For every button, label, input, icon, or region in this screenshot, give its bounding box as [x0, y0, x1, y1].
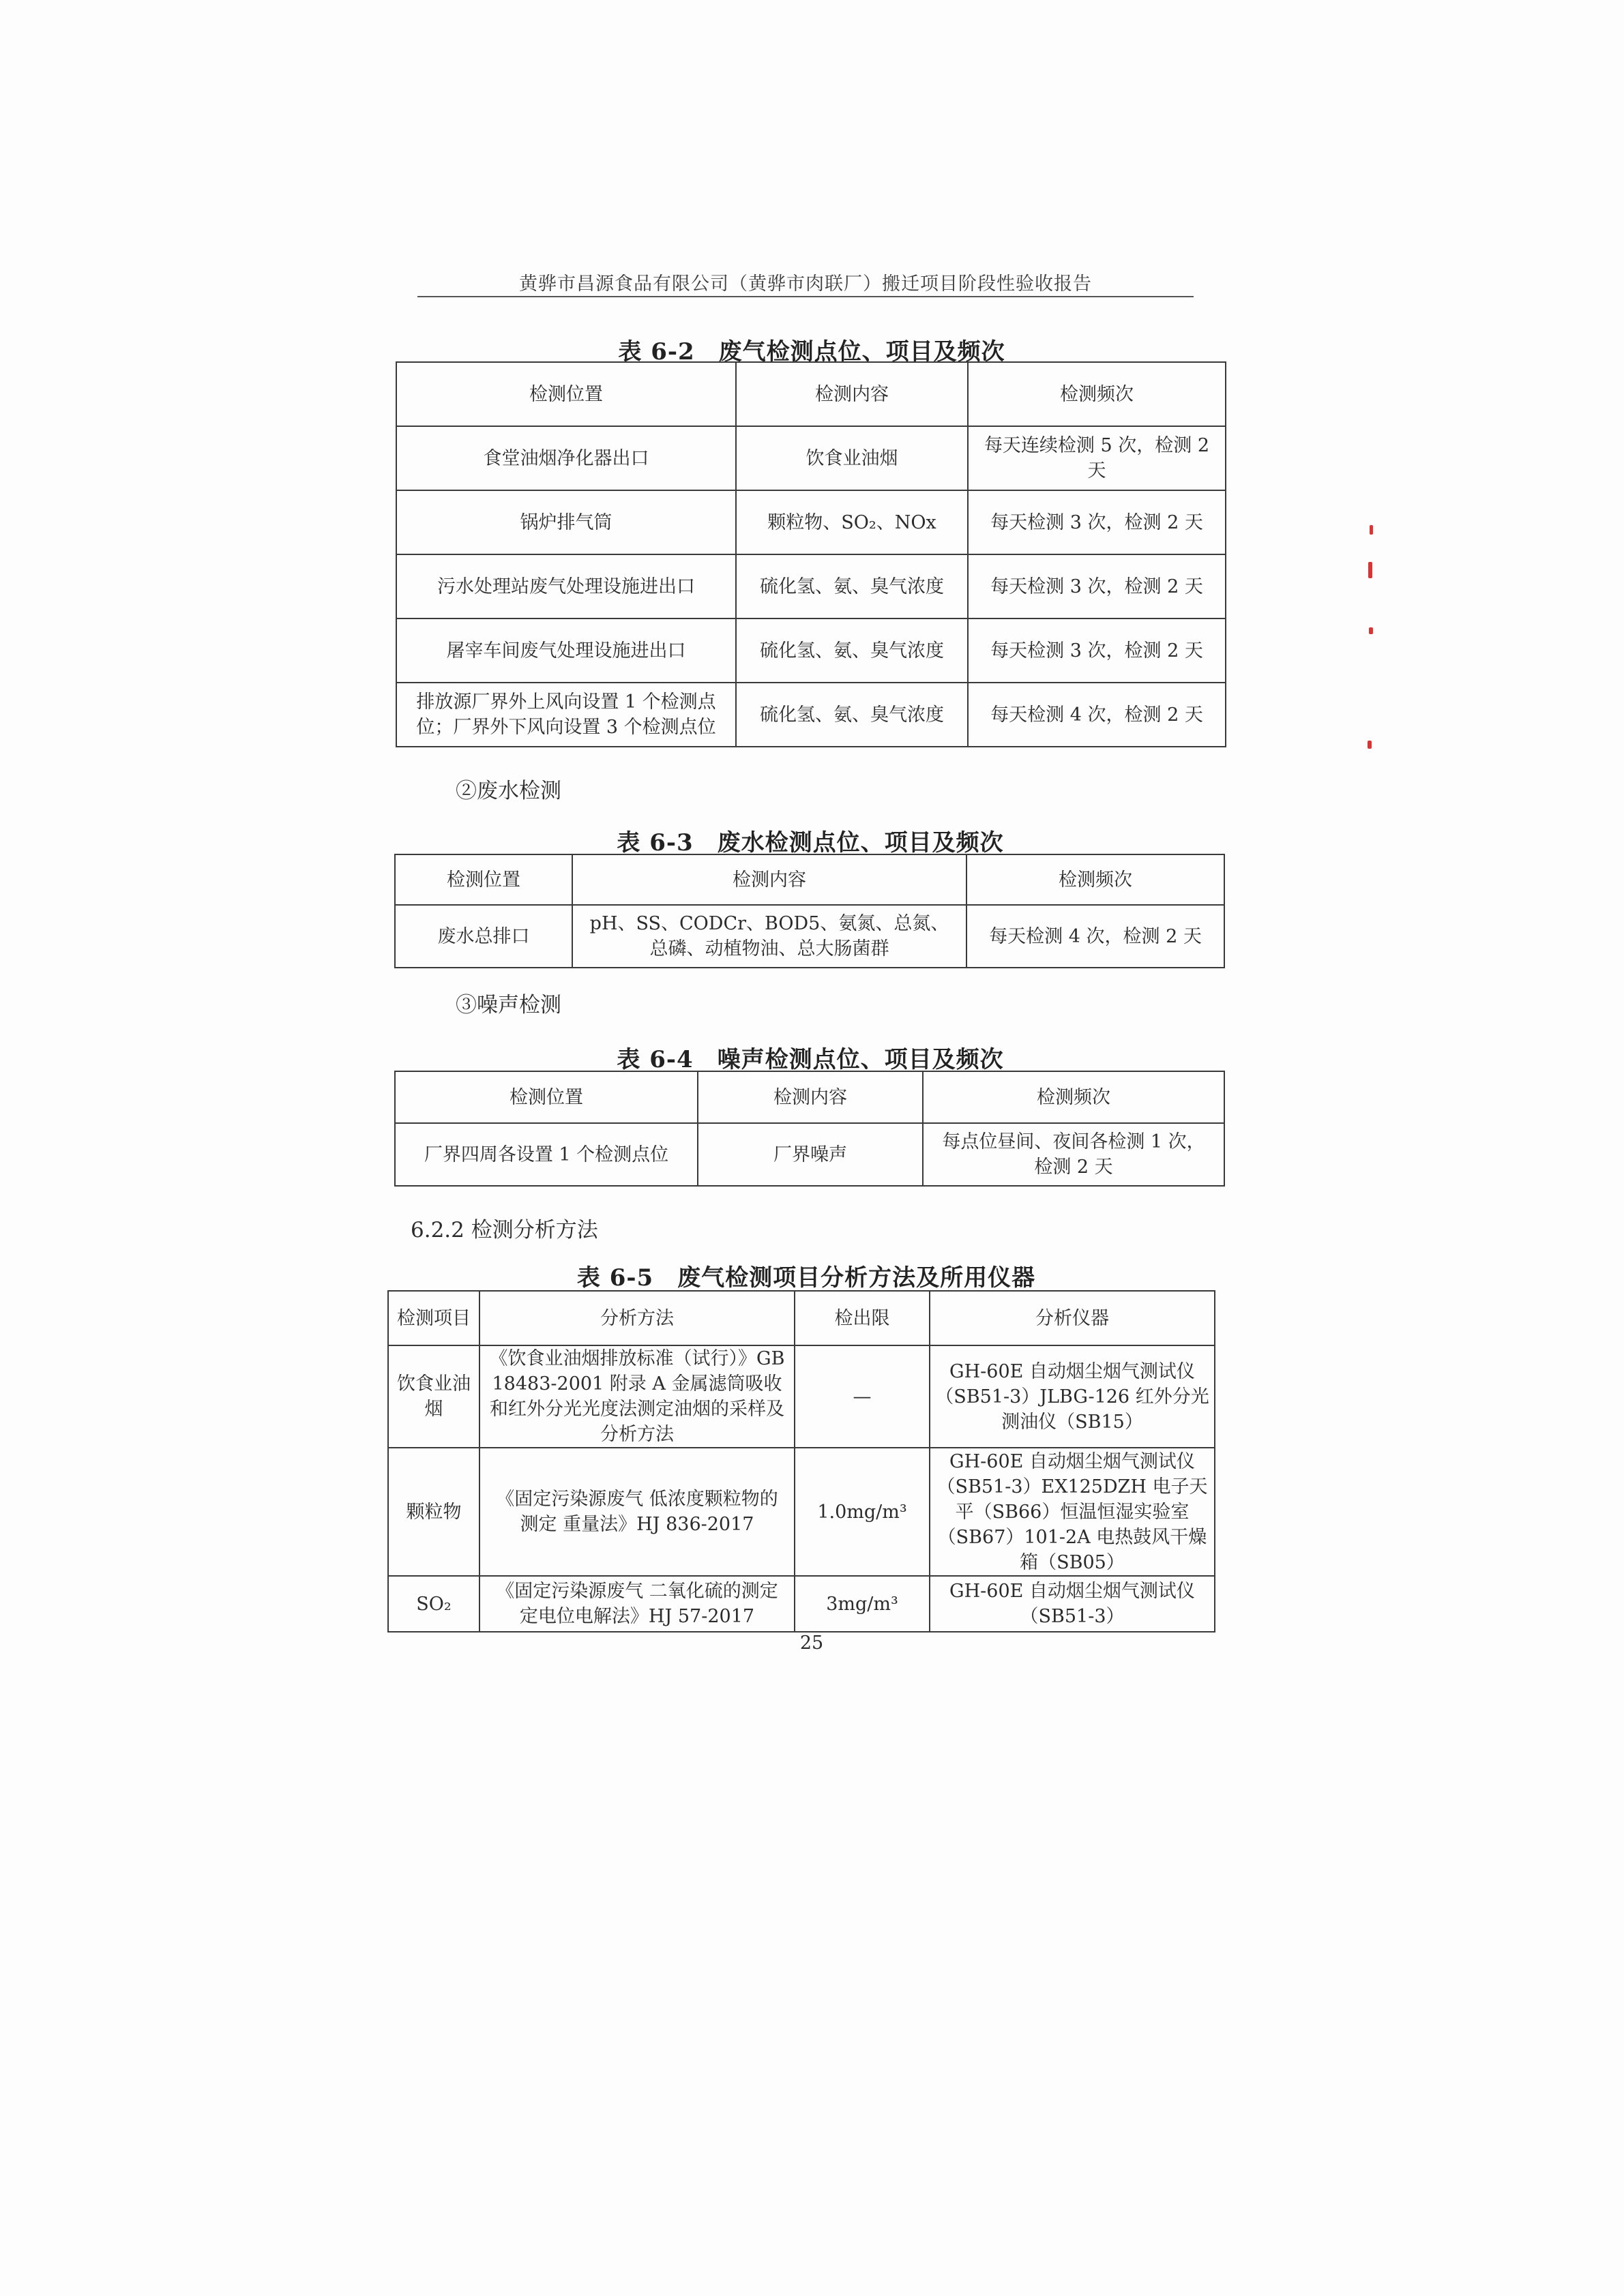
table-cell: 锅炉排气筒 — [396, 490, 736, 554]
table-header-cell: 检测频次 — [968, 362, 1226, 426]
table-cell: 每天检测 4 次，检测 2 天 — [966, 905, 1224, 968]
table-cell: 颗粒物、SO₂、NOx — [736, 490, 968, 554]
table-6-3 — [394, 854, 1225, 968]
table-row — [388, 1345, 1215, 1448]
table-cell: 每天检测 4 次，检测 2 天 — [968, 683, 1226, 747]
table-header-cell: 检测项目 — [388, 1291, 479, 1345]
stamp-mark — [1368, 741, 1372, 749]
table-cell: 废水总排口 — [395, 905, 572, 968]
table-6-2 — [396, 361, 1226, 747]
table-cell: GH-60E 自动烟尘烟气测试仪（SB51-3）EX125DZH 电子天平（SB66）恒温恒湿实验室（SB67）101-2A 电热鼓风干燥箱（SB05） — [930, 1448, 1215, 1576]
table-6-4 — [394, 1071, 1225, 1187]
stamp-mark — [1369, 627, 1373, 634]
table-6-5-caption: 表 6-5 废气检测项目分析方法及所用仪器 — [576, 1264, 1036, 1292]
table-cell: 颗粒物 — [388, 1448, 479, 1576]
table-header-cell: 分析仪器 — [930, 1291, 1215, 1345]
table-header-cell: 检测内容 — [736, 362, 968, 426]
header-rule — [417, 296, 1194, 297]
table-cell: 厂界噪声 — [698, 1123, 923, 1186]
table-cell: 硫化氢、氨、臭气浓度 — [736, 618, 968, 683]
table-cell: 《固定污染源废气 二氧化硫的测定 定电位电解法》HJ 57-2017 — [479, 1576, 795, 1632]
table-header-cell: 检测频次 — [966, 854, 1224, 905]
table-header-cell: 检测位置 — [395, 1071, 698, 1123]
table-header-cell: 检测位置 — [395, 854, 572, 905]
table-header-cell: 检测内容 — [698, 1071, 923, 1123]
table-header-cell: 分析方法 — [479, 1291, 795, 1345]
table-6-2-caption: 表 6-2 废气检测点位、项目及频次 — [618, 338, 1005, 366]
table-cell: 每天连续检测 5 次，检测 2 天 — [968, 426, 1226, 490]
table-cell: 每天检测 3 次，检测 2 天 — [968, 618, 1226, 683]
table-cell: 食堂油烟净化器出口 — [396, 426, 736, 490]
stamp-mark — [1370, 525, 1373, 535]
table-cell: 《固定污染源废气 低浓度颗粒物的测定 重量法》HJ 836-2017 — [479, 1448, 795, 1576]
table-header-cell: 检测频次 — [923, 1071, 1224, 1123]
table-cell: 屠宰车间废气处理设施进出口 — [396, 618, 736, 683]
table-cell: GH-60E 自动烟尘烟气测试仪（SB51-3） — [930, 1576, 1215, 1632]
table-cell: — — [795, 1345, 930, 1448]
table-6-5 — [387, 1290, 1215, 1632]
table-cell: 每天检测 3 次，检测 2 天 — [968, 490, 1226, 554]
table-header-cell: 检出限 — [795, 1291, 930, 1345]
table-cell: 厂界四周各设置 1 个检测点位 — [395, 1123, 698, 1186]
table-cell: GH-60E 自动烟尘烟气测试仪（SB51-3）JLBG-126 红外分光测油仪（SB15） — [930, 1345, 1215, 1448]
table-row — [395, 905, 1224, 968]
table-row — [396, 683, 1226, 747]
table-cell: SO₂ — [388, 1576, 479, 1632]
section-noise: ③噪声检测 — [456, 993, 561, 1017]
table-cell: 3mg/m³ — [795, 1576, 930, 1632]
table-cell: 《饮食业油烟排放标准（试行）》GB 18483-2001 附录 A 金属滤筒吸收和红外分光光度法测定油烟的采样及分析方法 — [479, 1345, 795, 1448]
table-6-3-caption: 表 6-3 废水检测点位、项目及频次 — [617, 829, 1004, 856]
table-row — [388, 1576, 1215, 1632]
table-cell: 1.0mg/m³ — [795, 1448, 930, 1576]
table-cell: 硫化氢、氨、臭气浓度 — [736, 683, 968, 747]
table-header-cell: 检测位置 — [396, 362, 736, 426]
stamp-mark — [1368, 562, 1372, 578]
table-cell: pH、SS、CODCr、BOD5、氨氮、总氮、总磷、动植物油、总大肠菌群 — [572, 905, 966, 968]
table-cell: 每点位昼间、夜间各检测 1 次，检测 2 天 — [923, 1123, 1224, 1186]
table-cell: 污水处理站废气处理设施进出口 — [396, 554, 736, 618]
table-header-cell: 检测内容 — [572, 854, 966, 905]
table-row — [388, 1448, 1215, 1576]
table-cell: 每天检测 3 次，检测 2 天 — [968, 554, 1226, 618]
table-row — [396, 490, 1226, 554]
section-method: 6.2.2 检测分析方法 — [411, 1218, 598, 1242]
table-6-4-caption: 表 6-4 噪声检测点位、项目及频次 — [617, 1046, 1004, 1073]
table-row — [396, 554, 1226, 618]
table-row — [396, 618, 1226, 683]
table-row — [395, 1123, 1224, 1186]
section-wastewater: ②废水检测 — [456, 779, 561, 803]
table-row — [396, 426, 1226, 490]
table-cell: 硫化氢、氨、臭气浓度 — [736, 554, 968, 618]
page-header: 黄骅市昌源食品有限公司（黄骅市肉联厂）搬迁项目阶段性验收报告 — [519, 273, 1092, 295]
table-cell: 饮食业油烟 — [388, 1345, 479, 1448]
page-number: 25 — [799, 1632, 824, 1654]
table-cell: 饮食业油烟 — [736, 426, 968, 490]
table-cell: 排放源厂界外上风向设置 1 个检测点位；厂界外下风向设置 3 个检测点位 — [396, 683, 736, 747]
